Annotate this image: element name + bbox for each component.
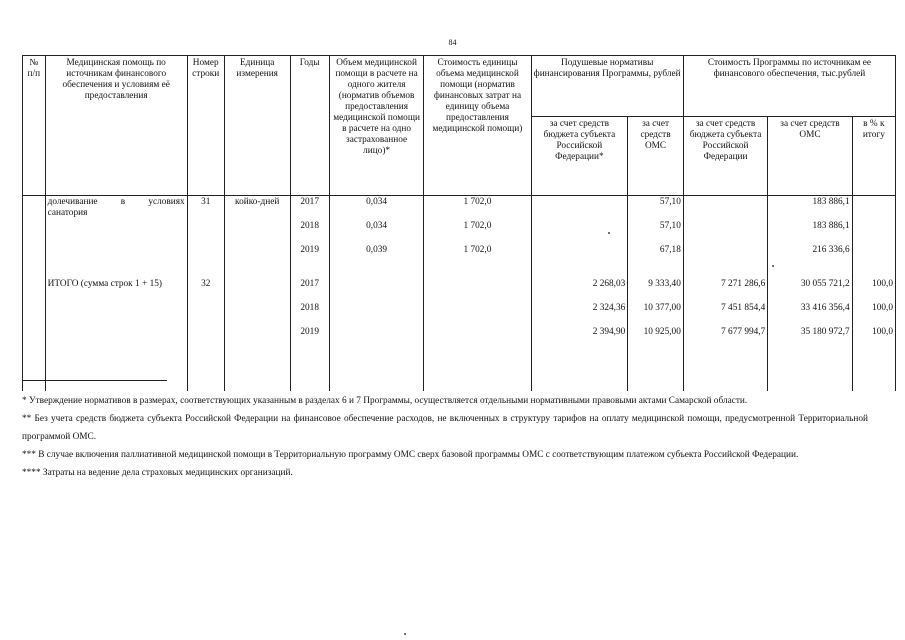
row-pc-oms: 9 333,40 (628, 269, 684, 303)
row-name (45, 221, 187, 245)
row-pr-oms: 33 416 356,4 (768, 303, 852, 327)
row-year: 2018 (290, 221, 329, 245)
row-pr-oms: 183 886,1 (768, 196, 852, 222)
row-volume: 0,039 (329, 245, 424, 269)
row-pc-budget: 2 268,03 (531, 269, 628, 303)
header-name: Медицинская помощь по источникам финансового обеспечения и условиям её предоставления (45, 56, 187, 196)
row-unit (224, 327, 290, 351)
header-per-capita-oms: за счет средств ОМС (628, 117, 684, 196)
row-pc-budget (531, 221, 628, 245)
footnote-4: **** Затраты на ведение дела страховых медицинских организаций. (22, 468, 293, 478)
scan-speck (608, 232, 610, 234)
row-pc-oms: 10 925,00 (628, 327, 684, 351)
row-pct: 100,0 (852, 269, 895, 303)
row-name (45, 303, 187, 327)
row-volume (329, 303, 424, 327)
footnote-3: *** В случае включения паллиативной медицинской помощи в Территориальную программу ОМС сверх базовой программы ОМС с соответствующим платежом субъекта Российской Федерации. (22, 450, 799, 460)
row-pc-budget (531, 196, 628, 222)
row-pr-oms: 216 336,6 (768, 245, 852, 269)
table-row (23, 303, 896, 327)
row-name: ИТОГО (сумма строк 1 + 15) (45, 269, 187, 303)
table-row (23, 269, 896, 303)
row-pct: 100,0 (852, 303, 895, 327)
row-pc-budget: 2 394,90 (531, 327, 628, 351)
header-years: Годы (290, 56, 329, 196)
header-per-capita: Подушевые нормативы финансирования Программы, рублей (531, 56, 683, 117)
row-pr-budget: 7 451 854,4 (683, 303, 767, 327)
row-name (45, 327, 187, 351)
row-year: 2019 (290, 327, 329, 351)
row-volume: 0,034 (329, 221, 424, 245)
header-program-pct: в % к итогу (852, 117, 895, 196)
row-pr-budget: 7 271 286,6 (683, 269, 767, 303)
row-no (187, 221, 224, 245)
header-per-capita-budget: за счет средств бюджета субъекта Российской Федерации* (531, 117, 628, 196)
page-number: 84 (448, 38, 457, 47)
scan-speck (404, 633, 406, 635)
header-row-no: Номер строки (187, 56, 224, 196)
row-pr-budget: 7 677 994,7 (683, 327, 767, 351)
row-pc-budget: 2 324,36 (531, 303, 628, 327)
footnote-2: ** Без учета средств бюджета субъекта Российской Федерации на финансовое обеспечение расходов, не включенных в структуру тарифов на оплату медицинской помощи, предусмотренной Территориальной программой ОМС. (22, 414, 868, 442)
table-row (23, 221, 896, 245)
row-pct: 100,0 (852, 327, 895, 351)
row-pr-oms: 35 180 972,7 (768, 327, 852, 351)
financing-table (22, 55, 896, 391)
row-no (187, 245, 224, 269)
row-unit (224, 303, 290, 327)
row-unit (224, 221, 290, 245)
row-year: 2019 (290, 245, 329, 269)
row-unit (224, 245, 290, 269)
row-pc-oms: 67,18 (628, 245, 684, 269)
header-program-budget: за счет средств бюджета субъекта Российской Федерации (683, 117, 767, 196)
row-no: 31 (187, 196, 224, 222)
row-pct (852, 196, 895, 222)
row-pr-budget (683, 221, 767, 245)
row-pc-budget (531, 245, 628, 269)
header-volume: Объем медицинской помощи в расчете на одного жителя (норматив объемов предоставления медицинской помощи в расчете на одно застрахованное лицо)* (329, 56, 424, 196)
header-row-top (23, 56, 896, 117)
footnote-1: * Утверждение нормативов в размерах, соответствующих указанным в разделах 6 и 7 Программы, осуществляется отдельными нормативными правовыми актами Самарской области. (22, 396, 748, 406)
row-volume: 0,034 (329, 196, 424, 222)
row-year: 2018 (290, 303, 329, 327)
row-name (45, 245, 187, 269)
row-pr-budget (683, 196, 767, 222)
row-name: долечивание в условиях санатория (47, 197, 185, 218)
header-program-oms: за счет средств ОМС (768, 117, 852, 196)
row-cost (424, 327, 531, 351)
row-no (187, 303, 224, 327)
row-cost: 1 702,0 (424, 196, 531, 222)
row-unit (224, 269, 290, 303)
row-pr-budget (683, 245, 767, 269)
row-pc-oms: 57,10 (628, 221, 684, 245)
scan-speck (772, 265, 774, 267)
row-year: 2017 (290, 269, 329, 303)
footnote-separator (22, 380, 167, 381)
row-pct (852, 221, 895, 245)
row-cost (424, 269, 531, 303)
row-no (187, 327, 224, 351)
row-no: 32 (187, 269, 224, 303)
header-cost: Стоимость единицы объема медицинской помощи (норматив финансовых затрат на единицу объема предоставления медицинской помощи) (424, 56, 531, 196)
row-pr-oms: 183 886,1 (768, 221, 852, 245)
table-row-spacer (23, 351, 896, 391)
row-year: 2017 (290, 196, 329, 222)
row-pc-oms: 10 377,00 (628, 303, 684, 327)
row-cost (424, 303, 531, 327)
row-pct (852, 245, 895, 269)
header-unit: Единица измерения (224, 56, 290, 196)
table-row (23, 196, 896, 222)
header-program-cost: Стоимость Программы по источникам ее финансового обеспечения, тыс.рублей (683, 56, 895, 117)
table-row (23, 245, 896, 269)
header-num: № п/п (23, 56, 46, 196)
row-unit: койко-дней (224, 196, 290, 222)
row-cost: 1 702,0 (424, 245, 531, 269)
table-row (23, 327, 896, 351)
row-volume (329, 327, 424, 351)
row-pr-oms: 30 055 721,2 (768, 269, 852, 303)
row-pc-oms: 57,10 (628, 196, 684, 222)
row-volume (329, 269, 424, 303)
footnotes (22, 392, 868, 482)
row-cost: 1 702,0 (424, 221, 531, 245)
